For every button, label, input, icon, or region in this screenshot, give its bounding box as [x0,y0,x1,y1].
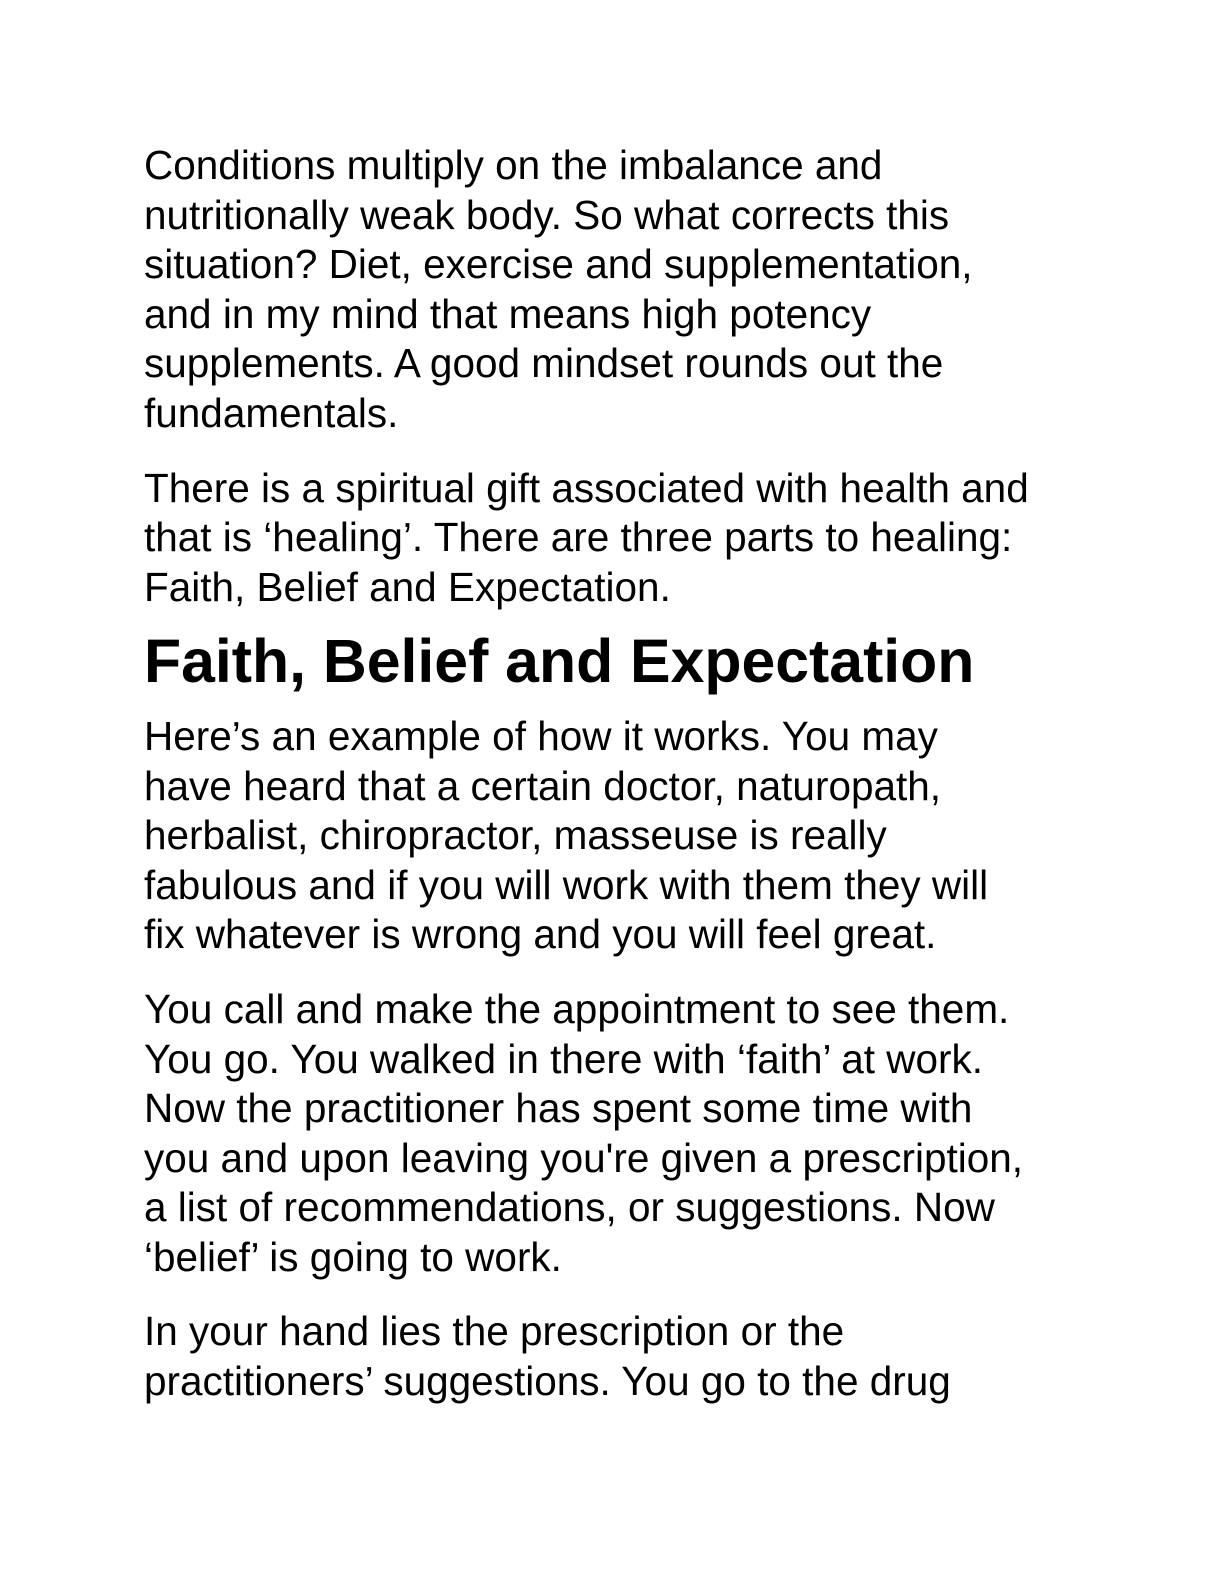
heading-text: Faith, Belief and Expectation [144,627,975,696]
text-line: herbalist, chiropractor, masseuse is really [144,812,887,859]
text-line: Here’s an example of how it works. You may [144,712,938,759]
section-heading [144,627,1084,696]
text-line: fix whatever is wrong and you will feel great. [144,911,937,958]
text-line: practitioners’ suggestions. You go to the drug [144,1358,951,1405]
text-line: you and upon leaving you're given a prescription, [144,1134,1024,1181]
paragraph-example [144,712,1084,960]
text-line: fabulous and if you will work with them they will [144,861,989,908]
text-line: Now the practitioner has spent some time with [144,1085,973,1132]
text-line: nutritionally weak body. So what corrects this [144,191,950,238]
text-line: You go. You walked in there with ‘faith’ at work. [144,1035,984,1082]
text-line: fundamentals. [144,389,399,436]
text-line: You call and make the appointment to see them. [144,985,1010,1032]
text-line: a list of recommendations, or suggestions. Now [144,1184,995,1231]
paragraph-prescription [144,1307,1084,1406]
text-line: ‘belief’ is going to work. [144,1233,562,1280]
text-line: Conditions multiply on the imbalance and [144,142,883,188]
text-line: situation? Diet, exercise and supplementation, [144,241,973,288]
paragraph-conditions [144,141,1084,439]
text-line: supplements. A good mindset rounds out the [144,340,944,387]
paragraph-appointment [144,985,1084,1283]
text-line: In your hand lies the prescription or the [144,1308,845,1355]
text-line: that is ‘healing’. There are three parts to healing: [144,514,1013,561]
text-line: There is a spiritual gift associated with health and [144,464,1029,511]
document-body [144,141,1084,1432]
text-line: have heard that a certain doctor, naturopath, [144,762,942,809]
text-line: and in my mind that means high potency [144,290,872,337]
text-line: Faith, Belief and Expectation. [144,563,671,610]
paragraph-spiritual-gift [144,464,1084,613]
